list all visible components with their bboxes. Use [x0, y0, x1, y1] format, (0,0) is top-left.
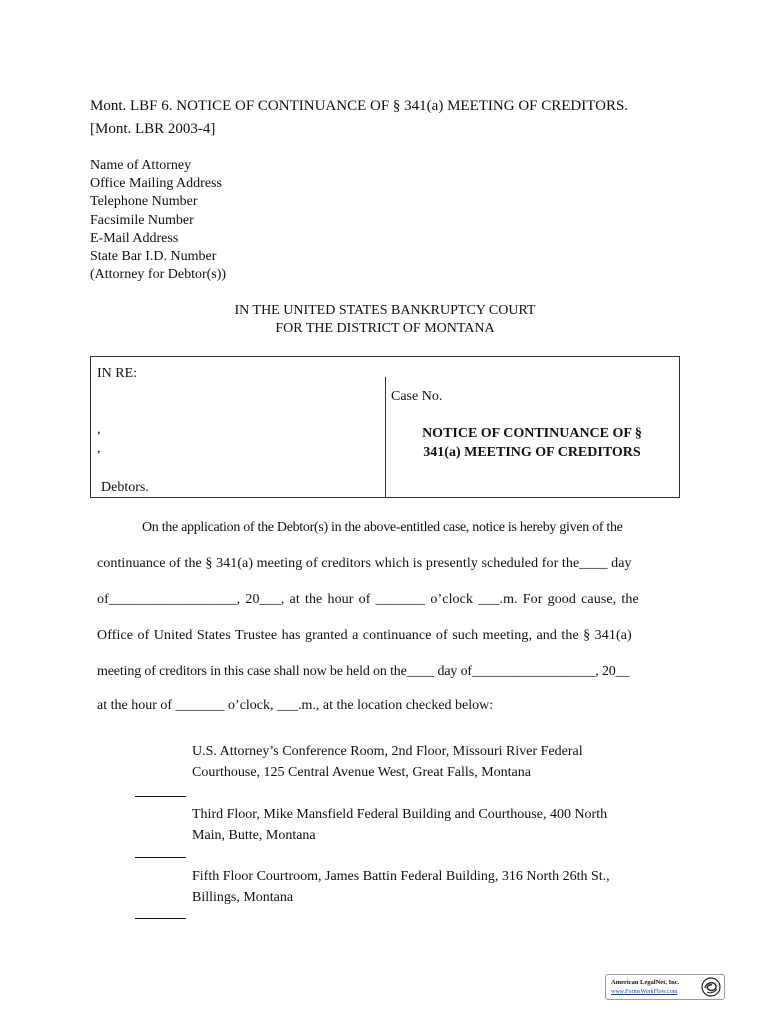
court-name: IN THE UNITED STATES BANKRUPTCY COURT	[234, 303, 536, 318]
body-line-3: of__________________, 20___, at the hour of _______ o’clock ___.m. For good cause, the	[97, 592, 639, 607]
notice-title-line-2: 341(a) MEETING OF CREDITORS	[423, 445, 641, 460]
checkbox-blank-billings[interactable]	[135, 918, 186, 919]
debtors-label: Debtors.	[101, 480, 149, 495]
checkbox-blank-great-falls[interactable]	[135, 796, 186, 797]
body-line-2: continuance of the § 341(a) meeting of creditors which is presently scheduled for the____ day	[97, 556, 632, 571]
american-legalnet-badge[interactable]	[605, 974, 725, 1000]
location-option-butte	[192, 804, 652, 846]
attorney-address-line: Office Mailing Address	[90, 176, 222, 192]
notice-title-line-1: NOTICE OF CONTINUANCE OF §	[422, 426, 642, 441]
case-caption-box	[90, 356, 680, 498]
attorney-name-line: Name of Attorney	[90, 158, 192, 173]
forms-workflow-link[interactable]: www.FormsWorkFlow.com	[611, 989, 678, 995]
attorney-email-line: E-Mail Address	[90, 230, 179, 246]
body-line-6: at the hour of _______ o’clock, ___.m., at the location checked below:	[97, 698, 494, 713]
attorney-fax-line: Facsimile Number	[90, 212, 194, 228]
attorney-block	[90, 157, 226, 284]
body-line-1: On the application of the Debtor(s) in the above-entitled case, notice is hereby given of the	[142, 520, 623, 535]
debtor-name-line-2: ,	[97, 441, 101, 456]
globe-swirl-icon	[701, 977, 721, 1002]
court-district: FOR THE DISTRICT OF MONTANA	[275, 321, 495, 336]
attorney-bar-id-line: State Bar I.D. Number	[90, 249, 217, 265]
attorney-for-line: (Attorney for Debtor(s))	[90, 267, 227, 283]
location-billings-line-2: Billings, Montana	[192, 890, 294, 905]
location-option-billings	[192, 866, 652, 908]
in-re-label: IN RE:	[97, 366, 138, 381]
company-name: American LegalNet, Inc.	[611, 979, 680, 986]
location-butte-line-1: Third Floor, Mike Mansfield Federal Building and Courthouse, 400 North	[192, 807, 608, 822]
form-header-rule-ref: [Mont. LBR 2003-4]	[90, 121, 216, 137]
attorney-phone-line: Telephone Number	[90, 194, 198, 210]
body-line-5: meeting of creditors in this case shall now be held on the____ day of__________________, 20__	[97, 664, 630, 679]
checkbox-blank-butte[interactable]	[135, 857, 186, 858]
body-line-4: Office of United States Trustee has granted a continuance of such meeting, and the § 341(a)	[97, 628, 632, 643]
location-billings-line-1: Fifth Floor Courtroom, James Battin Federal Building, 316 North 26th St.,	[192, 869, 610, 884]
form-header-title: Mont. LBF 6. NOTICE OF CONTINUANCE OF § 341(a) MEETING OF CREDITORS.	[90, 98, 629, 114]
caption-divider	[385, 377, 386, 497]
case-number-label: Case No.	[391, 389, 443, 404]
debtor-name-line-1: ,	[97, 422, 101, 437]
location-butte-line-2: Main, Butte, Montana	[192, 828, 316, 843]
notice-title	[391, 424, 673, 462]
location-great-falls-line-1: U.S. Attorney’s Conference Room, 2nd Floor, Missouri River Federal	[192, 744, 583, 759]
location-great-falls-line-2: Courthouse, 125 Central Avenue West, Great Falls, Montana	[192, 765, 531, 780]
location-option-great-falls	[192, 741, 652, 783]
